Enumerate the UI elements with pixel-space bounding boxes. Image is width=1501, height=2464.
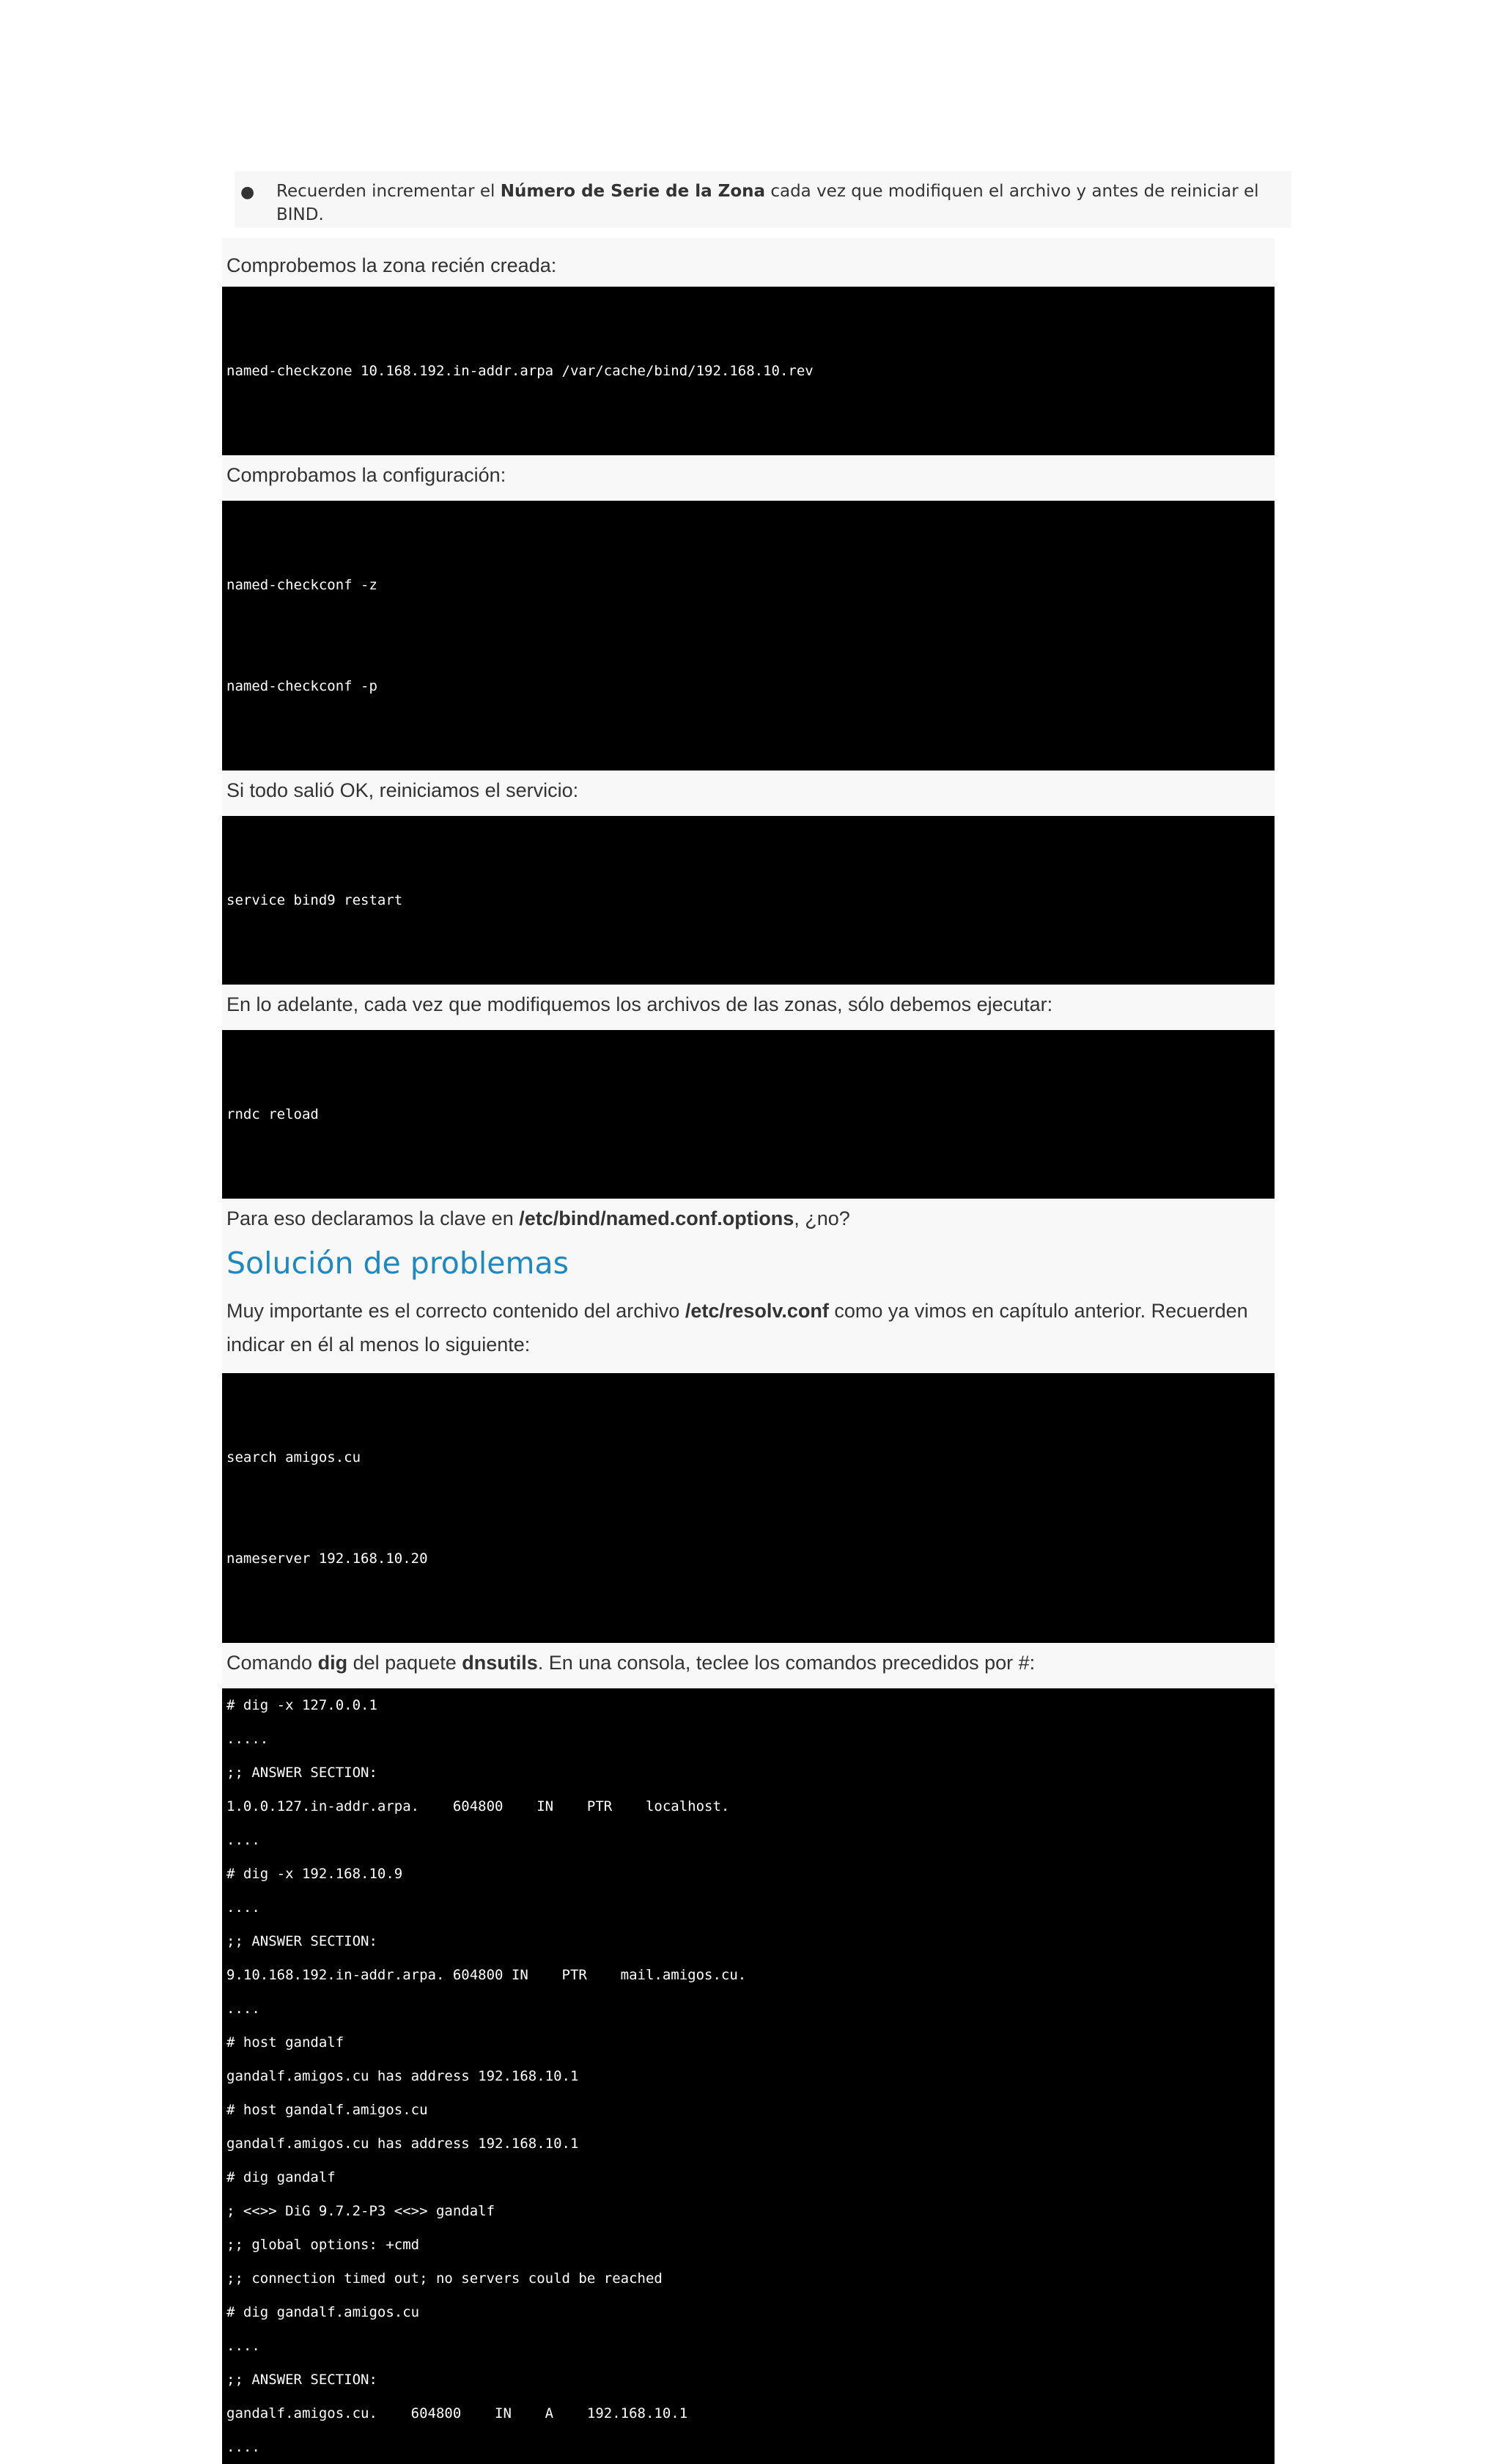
code-line: gandalf.amigos.cu has address 192.168.10.1 [226, 2136, 579, 2152]
code-line: .... [226, 2001, 260, 2017]
code-line: ;; global options: +cmd [226, 2237, 420, 2253]
code-line: ;; ANSWER SECTION: [226, 2372, 377, 2388]
code-line: ;; ANSWER SECTION: [226, 1765, 377, 1781]
code-line: named-checkconf -z [226, 577, 377, 593]
note-bold-text: Número de Serie de la Zona [500, 182, 766, 201]
section-heading [222, 1235, 1275, 1294]
paragraph-text: , ¿no? [794, 1207, 850, 1229]
code-line: gandalf.amigos.cu. 604800 IN A 192.168.10.1 [226, 2405, 688, 2421]
code-line: ;; ANSWER SECTION: [226, 1933, 377, 1949]
code-line: .... [226, 2338, 260, 2354]
paragraph-text: En lo adelante, cada vez que modifiquemos los archivos de las zonas, sólo debemos ejecutar: [226, 993, 1053, 1015]
paragraph-text: del paquete [347, 1652, 462, 1674]
paragraph-text: Comando [226, 1652, 318, 1674]
paragraph-restart [222, 771, 1275, 816]
file-path-options: /etc/bind/named.conf.options [519, 1207, 794, 1229]
code-line: # dig gandalf [226, 2169, 336, 2185]
code-line: named-checkconf -p [226, 678, 377, 694]
code-block-restart [222, 816, 1275, 985]
paragraph-resolv [222, 1294, 1275, 1373]
paragraph-reload [222, 985, 1275, 1030]
code-line: # dig gandalf.amigos.cu [226, 2304, 420, 2320]
code-line: search amigos.cu [226, 1449, 361, 1465]
code-line: .... [226, 1900, 260, 1916]
paragraph-key [222, 1199, 1275, 1235]
code-line: # host gandalf.amigos.cu [226, 2102, 428, 2118]
paragraph-text: Si todo salió OK, reiniciamos el servicio: [226, 779, 579, 801]
code-line: service bind9 restart [226, 892, 403, 908]
code-block-dig-output [222, 1688, 1275, 2464]
code-block-resolv [222, 1373, 1275, 1643]
paragraph-text: Comprobamos la configuración: [226, 464, 506, 486]
paragraph-text: como ya vimos en capítulo anterior. Recuerden indicar en él al menos lo siguiente: [226, 1300, 1248, 1356]
paragraph-text: Comprobemos la zona recién creada: [226, 254, 557, 276]
paragraph-check-config [222, 455, 1275, 501]
file-path-resolv: /etc/resolv.conf [685, 1300, 829, 1322]
code-block-checkzone [222, 287, 1275, 455]
note-text-start: Recuerden incrementar el [276, 182, 501, 201]
paragraph-text: . En una consola, teclee los comandos precedidos por #: [537, 1652, 1036, 1674]
code-line: .... [226, 2439, 260, 2455]
code-line: ..... [226, 1731, 269, 1747]
code-line: rndc reload [226, 1106, 319, 1122]
code-line: # dig -x 127.0.0.1 [226, 1697, 377, 1713]
document-page [222, 171, 1275, 2464]
paragraph-check-zone [222, 238, 1275, 287]
command-name-dig: dig [317, 1652, 348, 1674]
paragraph-text: Para eso declaramos la clave en [226, 1207, 520, 1229]
reminder-note [235, 171, 1291, 228]
code-line: ;; connection timed out; no servers could be reached [226, 2270, 663, 2287]
note-text-end: cada vez que modifiquen el archivo y antes de reiniciar el BIND. [276, 182, 1259, 224]
package-name-dnsutils: dnsutils [462, 1652, 538, 1674]
code-line: 1.0.0.127.in-addr.arpa. 604800 IN PTR localhost. [226, 1798, 730, 1814]
code-line: nameserver 192.168.10.20 [226, 1551, 428, 1567]
code-block-checkconf [222, 501, 1275, 771]
code-line: 9.10.168.192.in-addr.arpa. 604800 IN PTR mail.amigos.cu. [226, 1967, 747, 1983]
code-line: named-checkzone 10.168.192.in-addr.arpa /var/cache/bind/192.168.10.rev [226, 363, 814, 379]
code-line: gandalf.amigos.cu has address 192.168.10.1 [226, 2068, 579, 2084]
bullet-icon: ● [240, 183, 255, 202]
code-line: # dig -x 192.168.10.9 [226, 1866, 403, 1882]
code-block-reload [222, 1030, 1275, 1199]
code-line: .... [226, 1832, 260, 1848]
paragraph-text: Muy importante es el correcto contenido del archivo [226, 1300, 685, 1322]
code-line: # host gandalf [226, 2034, 344, 2051]
heading-text: Solución de problemas [226, 1246, 569, 1281]
paragraph-dig [222, 1643, 1275, 1688]
code-line: ; <<>> DiG 9.7.2-P3 <<>> gandalf [226, 2203, 495, 2219]
